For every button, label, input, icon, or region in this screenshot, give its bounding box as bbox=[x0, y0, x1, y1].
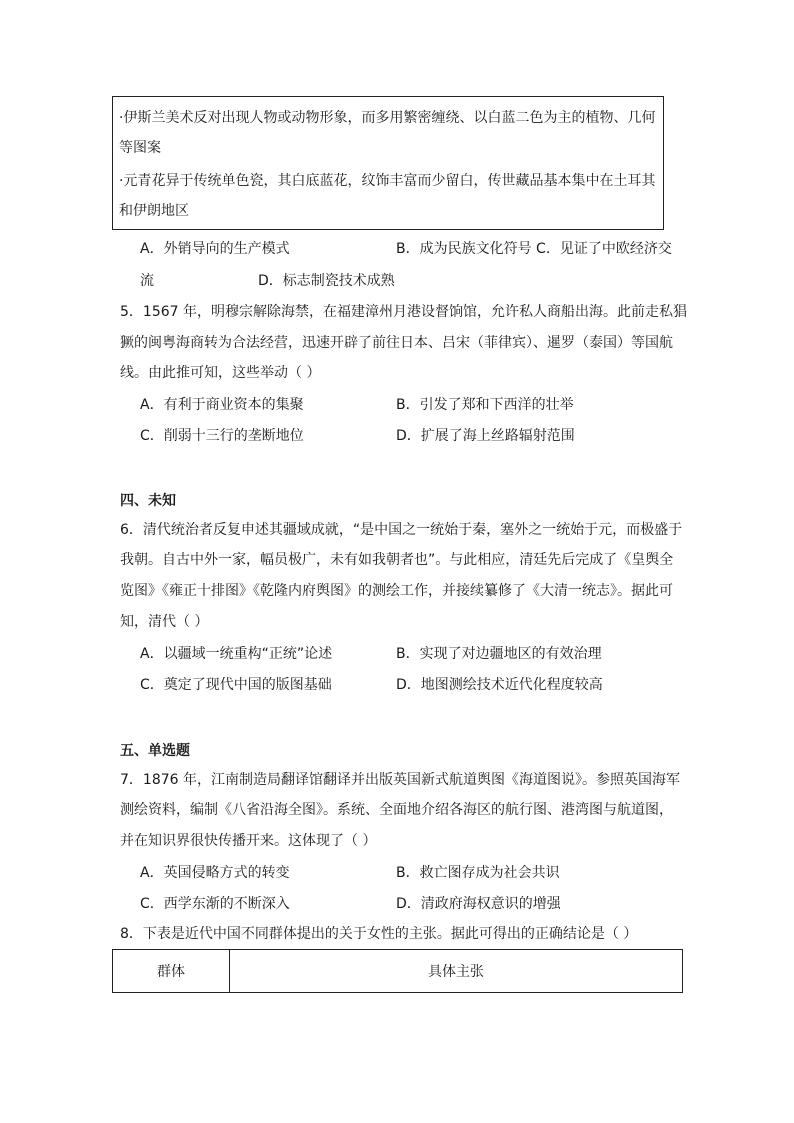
box-line: ·元青花异于传统单色瓷，其白底蓝花，纹饰丰富而少留白，传世藏品基本集中在土耳其 bbox=[119, 173, 656, 189]
box-line: ·伊斯兰美术反对出现人物或动物形象，而多用繁密缠绕、以白蓝二色为主的植物、几何 bbox=[119, 110, 656, 126]
q5-stem-line: 线。由此推可知，这些举动（ ） bbox=[120, 365, 321, 381]
q4-option-c-continued: 流 bbox=[140, 273, 154, 289]
q5-option-b[interactable]: B．引发了郑和下西洋的壮举 bbox=[396, 397, 574, 413]
table-header-group: 群体 bbox=[113, 950, 230, 992]
q4-option-bc[interactable]: B．成为民族文化符号 C．见证了中欧经济交 bbox=[396, 241, 672, 257]
q8-table bbox=[112, 949, 683, 993]
table-header-claim: 具体主张 bbox=[428, 964, 484, 980]
q7-stem-line: 并在知识界很快传播开来。这体现了（ ） bbox=[120, 833, 377, 849]
section-heading: 五、单选题 bbox=[120, 743, 190, 759]
q6-stem-line: 知，清代（ ） bbox=[120, 614, 209, 630]
q5-stem-line: 5．1567 年，明穆宗解除海禁，在福建漳州月港设督饷馆，允许私人商船出海。此前走私猖 bbox=[120, 304, 687, 320]
q7-option-d[interactable]: D．清政府海权意识的增强 bbox=[396, 896, 561, 912]
q7-stem-line: 测绘资料，编制《八省沿海全图》。系统、全面地介绍各海区的航行图、港湾图与航道图， bbox=[120, 802, 673, 818]
source-material-box bbox=[112, 96, 664, 230]
q8-stem-line: 8．下表是近代中国不同群体提出的关于女性的主张。据此可得出的正确结论是（ ） bbox=[120, 926, 638, 942]
q6-option-d[interactable]: D．地图测绘技术近代化程度较高 bbox=[396, 677, 603, 693]
q4-option-d[interactable]: D．标志制瓷技术成熟 bbox=[258, 273, 395, 289]
q6-option-b[interactable]: B．实现了对边疆地区的有效治理 bbox=[396, 646, 602, 662]
q5-option-c[interactable]: C．削弱十三行的垄断地位 bbox=[140, 428, 304, 444]
q6-option-a[interactable]: A．以疆域一统重构“正统”论述 bbox=[140, 646, 333, 662]
q6-stem-line: 6．清代统治者反复申述其疆域成就，“是中国之一统始于秦，塞外之一统始于元，而极盛于 bbox=[120, 522, 683, 538]
q5-stem-line: 獗的闽粤海商转为合法经营，迅速开辟了前往日本、吕宋（菲律宾）、暹罗（泰国）等国航 bbox=[120, 335, 673, 351]
q4-option-a[interactable]: A．外销导向的生产模式 bbox=[140, 241, 290, 257]
q7-option-c[interactable]: C．西学东渐的不断深入 bbox=[140, 896, 290, 912]
box-line: 和伊朗地区 bbox=[119, 203, 189, 219]
q6-option-c[interactable]: C．奠定了现代中国的版图基础 bbox=[140, 677, 332, 693]
section-heading: 四、未知 bbox=[120, 493, 176, 509]
q7-option-b[interactable]: B．救亡图存成为社会共识 bbox=[396, 865, 560, 881]
q7-option-a[interactable]: A．英国侵略方式的转变 bbox=[140, 865, 290, 881]
q6-stem-line: 我朝。自古中外一家，幅员极广，未有如我朝者也”。与此相应，清廷先后完成了《皇舆全 bbox=[120, 552, 674, 568]
q5-option-a[interactable]: A．有利于商业资本的集聚 bbox=[140, 397, 304, 413]
q7-stem-line: 7．1876 年，江南制造局翻译馆翻译并出版英国新式航道舆图《海道图说》。参照英国海军 bbox=[120, 772, 680, 788]
box-line: 等图案 bbox=[119, 140, 161, 156]
q5-option-d[interactable]: D．扩展了海上丝路辐射范围 bbox=[396, 428, 575, 444]
q6-stem-line: 览图》《雍正十排图》《乾隆内府舆图》的测绘工作，并接续纂修了《大清一统志》。据此可 bbox=[120, 583, 673, 599]
